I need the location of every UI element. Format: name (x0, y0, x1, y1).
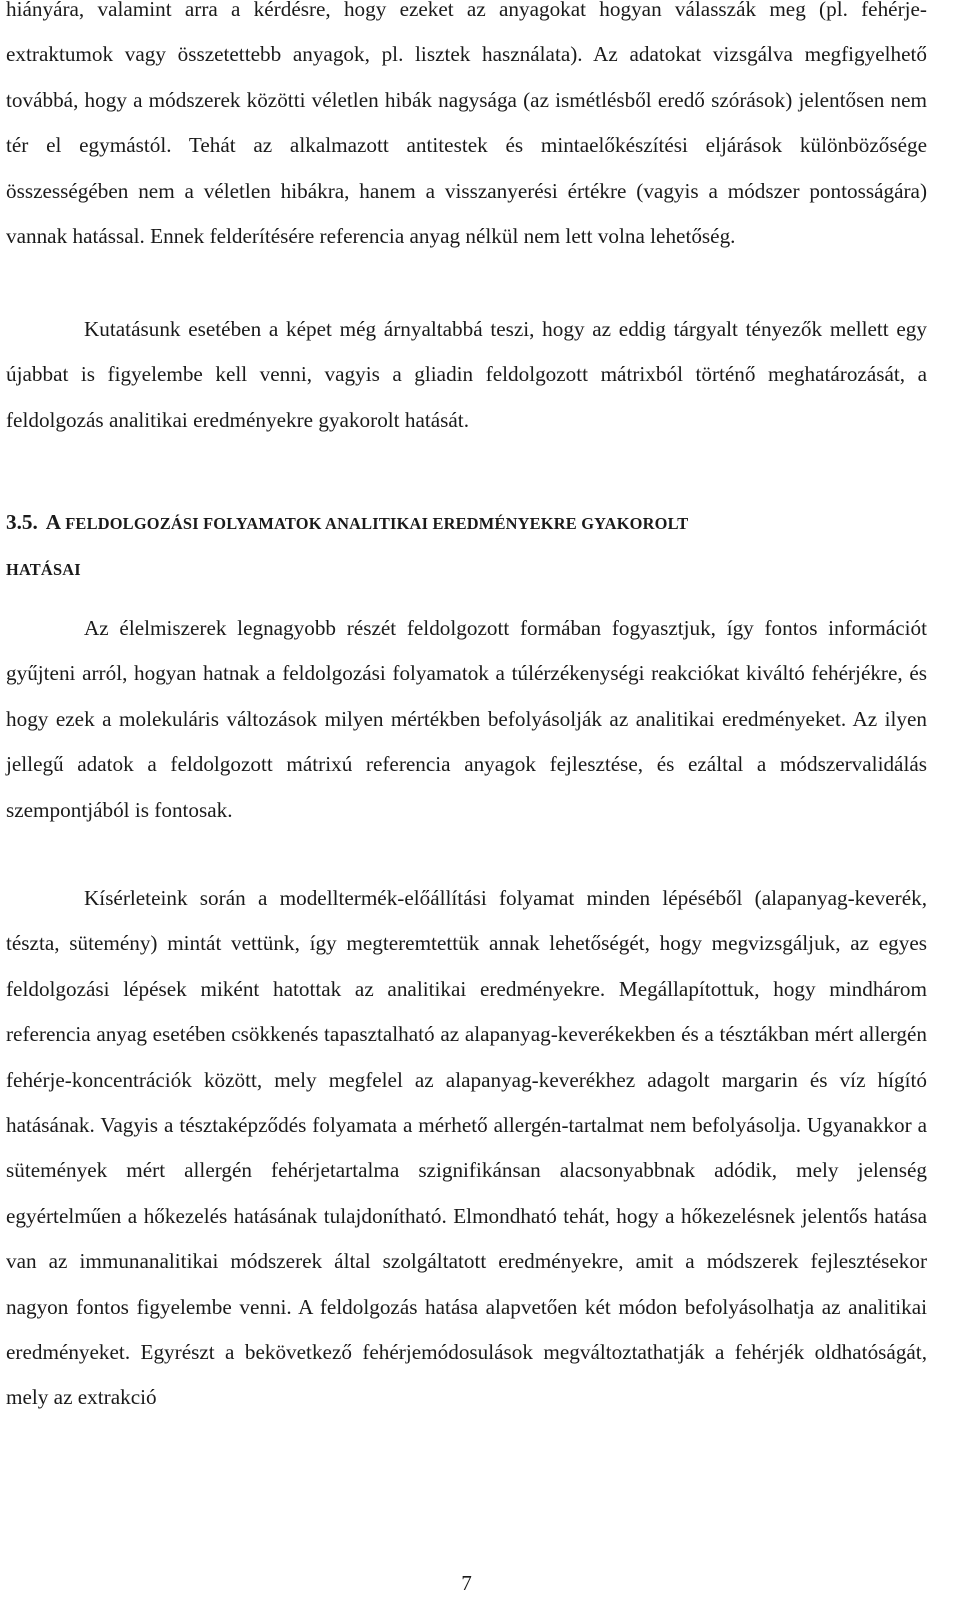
paragraph-kiserleteink: Kísérleteink során a modelltermék-előállítási folyamat minden lépéséből (alapanyag-keverék, tészta, sütemény) mintát vettünk, így megteremtettük annak lehetőségét, hogy megvizsgáljuk, az egyes feldolgozási lépések miként hatottak az analitikai eredményekre. Megállapítottuk, hogy mindhárom referencia anyag esetében csökkenés tapasztalható az alapanyag-keverékekben és a tésztákban mért allergén fehérje-koncentrációk között, mely megfelel az alapanyag-keverékhez adagolt margarin és víz hígító hatásának. Vagyis a tésztaképződés folyamata a mérhető allergén-tartalmat nem befolyásolja. Ugyanakkor a sütemények mért allergén fehérjetartalma szignifikánsan alacsonyabbnak adódik, mely jelenség egyértelműen a hőkezelés hatásának tulajdonítható. Elmondható tehát, hogy a hőkezelésnek jelentős hatása van az immunanalitikai módszerek által szolgáltatott eredményekre, amit a módszerek fejlesztésekor nagyon fontos figyelembe venni. A feldolgozás hatása alapvetően két módon befolyásolhatja az analitikai eredményeket. Egyrészt a bekövetkező fehérjemódosulások megváltoztathatják a fehérjék oldhatóságát, mely az extrakció (6, 886, 927, 1410)
document-page (6, 0, 927, 1617)
paragraph-continued: hiányára, valamint arra a kérdésre, hogy ezeket az anyagokat hogyan válasszák meg (pl. fehérje-extraktumok vagy összetettebb anyagok, pl. lisztek használata). Az adatokat vizsgálva megfigyelhető továbbá, hogy a módszerek közötti véletlen hibák nagysága (az ismétlésből eredő szórások) jelentősen nem tér el egymástól. Tehát az alkalmazott antitestek és mintaelőkészítési eljárások különbözősége összességében nem a véletlen hibákra, hanem a visszanyerési értékre (vagyis a módszer pontosságára) vannak hatással. Ennek felderítésére referencia anyag nélkül nem lett volna lehetőség. (6, 0, 927, 249)
section-title-line1: FELDOLGOZÁSI FOLYAMATOK ANALITIKAI EREDMÉNYEKRE GYAKOROLT (65, 514, 689, 533)
section-heading (6, 500, 927, 593)
paragraph-kutatasunk: Kutatásunk esetében a képet még árnyaltabbá teszi, hogy az eddig tárgyalt tényezők mellett egy újabbat is figyelembe kell venni, vagyis a gliadin feldolgozott mátrixból történő meghatározását, a feldolgozás analitikai eredményekre gyakorolt hatását. (6, 317, 927, 432)
page-number: 7 (461, 1571, 472, 1595)
section-title-first-letter: A (45, 510, 60, 534)
paragraph-elelmiszerek: Az élelmiszerek legnagyobb részét feldolgozott formában fogyasztjuk, így fontos információt gyűjteni arról, hogyan hatnak a feldolgozási folyamatok a túlérzékenységi reakciókat kiváltó fehérjékre, és hogy ezek a molekuláris változások milyen mértékben befolyásolják az analitikai eredményeket. Az ilyen jellegű adatok a feldolgozott mátrixú referencia anyagok fejlesztése, és ezáltal a módszervalidálás szempontjából is fontosak. (6, 616, 927, 822)
section-number: 3.5. (6, 510, 38, 534)
section-title-line2: HATÁSAI (6, 560, 81, 580)
